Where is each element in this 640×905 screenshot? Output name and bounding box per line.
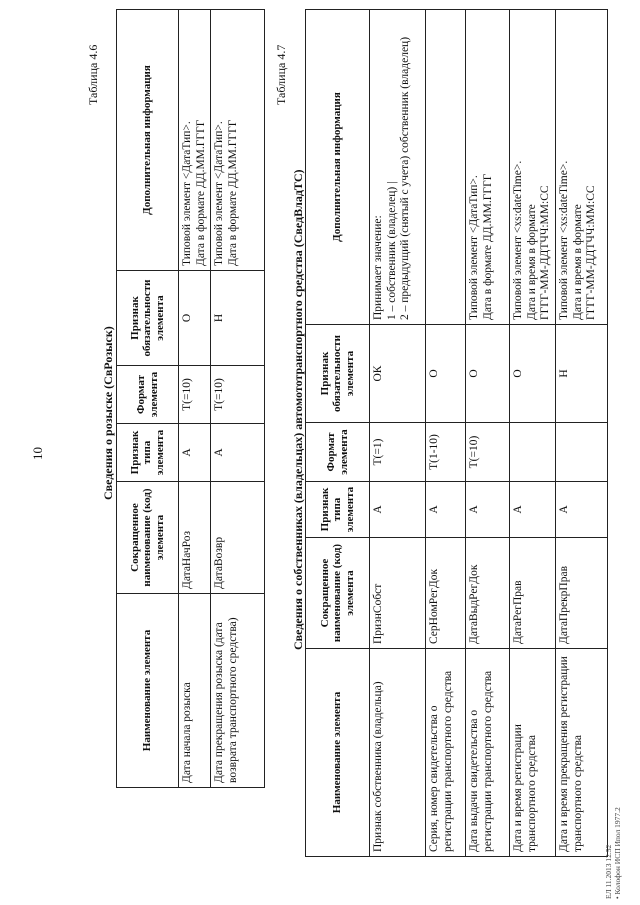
cell-required: ОК [370, 325, 426, 423]
header-name: Наименование элемента [117, 594, 179, 788]
cell-name: Дата выдачи свидетельства о регистрации транспортного средства [466, 649, 510, 857]
info-line: Дата в формате ДД.ММ.ГГГГ [226, 119, 239, 266]
cell-info [556, 10, 608, 325]
cell-type: А [370, 482, 426, 538]
info-line: Типовой элемент <xs:dateTime>. [558, 160, 570, 320]
info-line: Типовой элемент <ДатаТип>. [213, 121, 225, 266]
info-line: Принимает значение: [372, 215, 384, 320]
cell-format [556, 423, 608, 482]
cell-format: Т(=10) [179, 366, 211, 424]
cell-required: Н [556, 325, 608, 423]
header-type: Признак типа элемента [306, 482, 370, 538]
cell-code: СерНомРегДок [426, 538, 466, 649]
info-line: Дата в формате ДД.ММ.ГГГГ [194, 119, 207, 266]
cell-format: Т(=10) [211, 366, 265, 424]
cell-name: Дата прекращения розыска (дата возврата транспортного средства) [211, 594, 265, 788]
header-type: Признак типа элемента [117, 424, 179, 482]
table-4-7-title: Сведения о собственниках (владельцах) автомототранспортного средства (СведВладТС) [291, 169, 305, 650]
table-row [370, 10, 426, 857]
cell-type: А [179, 424, 211, 482]
cell-code: ДатаРегПрав [510, 538, 556, 649]
cell-required: О [466, 325, 510, 423]
table-row [211, 10, 265, 788]
cell-code: ДатаВыдРегДок [466, 538, 510, 649]
cell-info [179, 10, 211, 271]
header-required: Признак обязательности элемента [306, 325, 370, 423]
cell-name: Серия, номер свидетельства о регистрации транспортного средства [426, 649, 466, 857]
table-4-6-caption: Таблица 4.6 [86, 44, 100, 105]
footer-line: • Колофон ИСП Ипол 1977.2 [613, 807, 622, 899]
cell-required: Н [211, 271, 265, 366]
info-line: ГГГГ-ММ-ДДТЧЧ:ММ:СС [585, 185, 597, 320]
cell-info [211, 10, 265, 271]
header-info: Дополнительная информация [306, 10, 370, 325]
cell-name: Дата и время прекращения регистрации транспортного средства [556, 649, 608, 857]
table-row [426, 10, 466, 857]
header-code: Сокращенное наименование (код) элемента [117, 482, 179, 594]
cell-name: Дата и время регистрации транспортного средства [510, 649, 556, 857]
header-info: Дополнительная информация [117, 10, 179, 271]
cell-type: А [426, 482, 466, 538]
cell-type: А [211, 424, 265, 482]
cell-format: Т(=1) [370, 423, 426, 482]
info-line: 1 – собственник (владелец) | [385, 181, 398, 320]
footer-line: ЕЛ 11.2013 12.52 [604, 844, 613, 899]
info-line: Дата и время в формате [525, 204, 538, 320]
header-code: Сокращенное наименование (код) элемента [306, 538, 370, 649]
info-line: 2 – предыдущий (снятый с учета) собственник (владелец) [399, 36, 411, 320]
cell-type: А [556, 482, 608, 538]
table-row [556, 10, 608, 857]
header-format: Формат элемента [306, 423, 370, 482]
table-4-7-header-row [306, 10, 370, 857]
cell-info [510, 10, 556, 325]
cell-format [510, 423, 556, 482]
table-4-6-title: Сведения о розыске (СвРозыск) [101, 326, 115, 500]
cell-type: А [466, 482, 510, 538]
table-4-6-header-row [117, 10, 179, 788]
table-row [510, 10, 556, 857]
cell-format: Т(1-10) [426, 423, 466, 482]
table-row [466, 10, 510, 857]
footer-stamp [604, 807, 622, 899]
cell-info [466, 10, 510, 325]
info-line: ГГГГ-ММ-ДДТЧЧ:ММ:СС [539, 185, 551, 320]
info-line: Типовой элемент <xs:dateTime>. [512, 160, 524, 320]
cell-code: ДатаПрекрПрав [556, 538, 608, 649]
table-4-6 [116, 9, 265, 788]
cell-type: А [510, 482, 556, 538]
cell-name: Признак собственника (владельца) [370, 649, 426, 857]
table-4-7 [305, 9, 608, 857]
cell-info [370, 10, 426, 325]
cell-required: О [510, 325, 556, 423]
cell-required: О [426, 325, 466, 423]
cell-code: ДатаВозвр [211, 482, 265, 594]
cell-code: ДатаНачРоз [179, 482, 211, 594]
cell-format: Т(=10) [466, 423, 510, 482]
info-line: Типовой элемент <ДатаТип>. [181, 121, 193, 266]
header-format: Формат элемента [117, 366, 179, 424]
page-number: 10 [30, 447, 45, 460]
cell-info [426, 10, 466, 325]
table-4-7-caption: Таблица 4.7 [274, 44, 288, 105]
cell-code: ПризнСобст [370, 538, 426, 649]
table-row [179, 10, 211, 788]
info-line: Дата в формате ДД.ММ.ГГГГ [481, 173, 494, 320]
cell-name: Дата начала розыска [179, 594, 211, 788]
cell-required: О [179, 271, 211, 366]
info-line: Типовой элемент <ДатаТип>. [468, 175, 480, 320]
header-required: Признак обязательности элемента [117, 271, 179, 366]
info-line: Дата и время в формате [571, 204, 584, 320]
header-name: Наименование элемента [306, 649, 370, 857]
